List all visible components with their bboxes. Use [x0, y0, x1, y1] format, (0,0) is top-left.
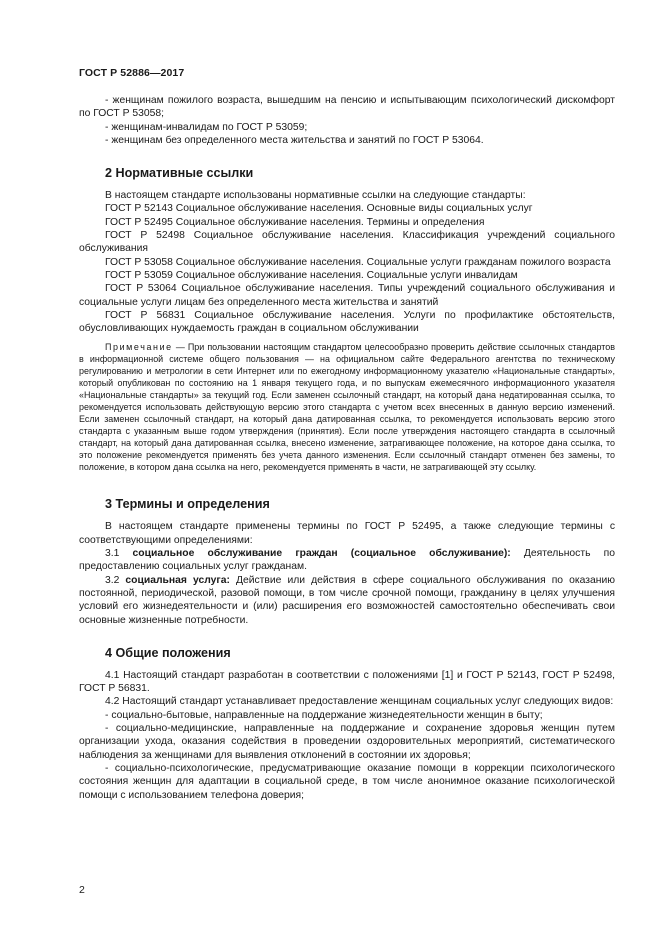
- paragraph: 4.1 Настоящий стандарт разработан в соответствии с положениями [1] и ГОСТ Р 52143, ГОСТ Р 52498, ГОСТ Р 56831.: [79, 669, 615, 695]
- term-text: Деятельность по предоставлению социальных услуг гражданам.: [79, 548, 615, 573]
- paragraph: В настоящем стандарте применены термины по ГОСТ Р 52495, а также следующие термины с соответствующими определениями:: [79, 521, 615, 546]
- page-number: 2: [79, 884, 85, 896]
- note-label: Примечание: [105, 342, 173, 353]
- list-item: - социально-бытовые, направленные на поддержание жизнедеятельности женщин в быту;: [105, 709, 543, 721]
- term-number: 3.1: [105, 548, 133, 560]
- section-2-title: 2 Нормативные ссылки: [105, 166, 254, 181]
- reference-item: ГОСТ Р 53058 Социальное обслуживание населения. Социальные услуги гражданам пожилого возраста: [105, 256, 611, 268]
- list-item: - социально-психологические, предусматривающие оказание помощи в коррекции психологического состояния женщин для адаптации в социальной среде, в том числе анонимное оказание психологической помощи с использованием телефона доверия;: [79, 762, 615, 801]
- list-item: - женщинам-инвалидам по ГОСТ Р 53059;: [105, 121, 308, 133]
- reference-item: ГОСТ Р 52495 Социальное обслуживание населения. Термины и определения: [105, 216, 485, 228]
- term-name: социальное обслуживание граждан (социальное обслуживание):: [132, 548, 511, 560]
- section-4-title: 4 Общие положения: [105, 645, 231, 660]
- note-text: — При пользовании настоящим стандартом целесообразно проверить действие ссылочных стандартов в информационной системе общего пользования — на официальном сайте Федерального агентства по техническому регулированию и метрологии в сети Интернет или по ежегодному информационному указателю «Национальные стандарты», который опубликован по состоянию на 1 января текущего года, и по выпускам ежемесячного информационного указателя «Национальные стандарты» за текущий год. Если заменен ссылочный стандарт, на который дана недатированная ссылка, то рекомендуется использовать действующую версию этого стандарта с учетом всех внесенных в данную версию изменений. Если заменен ссылочный стандарт, на который дана датированная ссылка, то рекомендуется использовать версию этого стандарта с указанным выше годом утверждения (принятия). Если после утверждения настоящего стандарта в ссылочный стандарт, на который дана датированная ссылка, внесено изменение, затрагивающее положение, на которое дана ссылка, то это положение рекомендуется применять без учета данного изменения. Если ссылочный стандарт отменен без замены, то положение, в котором дана ссылка на него, рекомендуется применять в части, не затрагивающей эту ссылку.: [79, 342, 615, 473]
- document-body: [79, 94, 615, 802]
- reference-item: ГОСТ Р 53064 Социальное обслуживание населения. Типы учреждений социального обслуживания и социальные услуги лицам без определенного места жительства и занятий: [79, 283, 615, 308]
- section-3-title: 3 Термины и определения: [105, 497, 270, 512]
- term-number: 3.2: [105, 574, 126, 586]
- reference-item: ГОСТ Р 52143 Социальное обслуживание населения. Основные виды социальных услуг: [105, 203, 533, 215]
- term-name: социальная услуга:: [125, 574, 230, 586]
- reference-item: ГОСТ Р 52498 Социальное обслуживание населения. Классификация учреждений социального обслуживания: [79, 230, 615, 255]
- reference-item: ГОСТ Р 56831 Социальное обслуживание населения. Услуги по профилактике обстоятельств, обусловливающих нуждаемость граждан в социальном обслуживании: [79, 309, 615, 335]
- list-item: - женщинам пожилого возраста, вышедшим на пенсию и испытывающим психологический дискомфорт по ГОСТ Р 53058;: [79, 95, 615, 120]
- term-definition: [79, 547, 615, 574]
- term-definition: [79, 574, 615, 627]
- list-item: - социально-медицинские, направленные на поддержание и сохранение здоровья женщин путем организации ухода, оказания содействия в проведении оздоровительных мероприятий, систематического наблюдения за женщинами для выявления отклонений в состоянии их здоровья;: [79, 723, 615, 761]
- note: [79, 341, 615, 473]
- paragraph: В настоящем стандарте использованы нормативные ссылки на следующие стандарты:: [105, 190, 526, 202]
- reference-item: ГОСТ Р 53059 Социальное обслуживание населения. Социальные услуги инвалидам: [105, 269, 518, 281]
- list-item: - женщинам без определенного места жительства и занятий по ГОСТ Р 53064.: [105, 134, 484, 146]
- document-header: ГОСТ Р 52886—2017: [79, 67, 185, 79]
- paragraph: 4.2 Настоящий стандарт устанавливает предоставление женщинам социальных услуг следующих видов:: [105, 696, 614, 708]
- term-text: Действие или действия в сфере социального обслуживания по оказанию постоянной, периодической, разовой помощи, в том числе срочной помощи, гражданину в целях улучшения условий его жизнедеятельности и (или) расширения его возможностей самостоятельно обеспечивать свои основные жизненные потребности.: [79, 574, 615, 626]
